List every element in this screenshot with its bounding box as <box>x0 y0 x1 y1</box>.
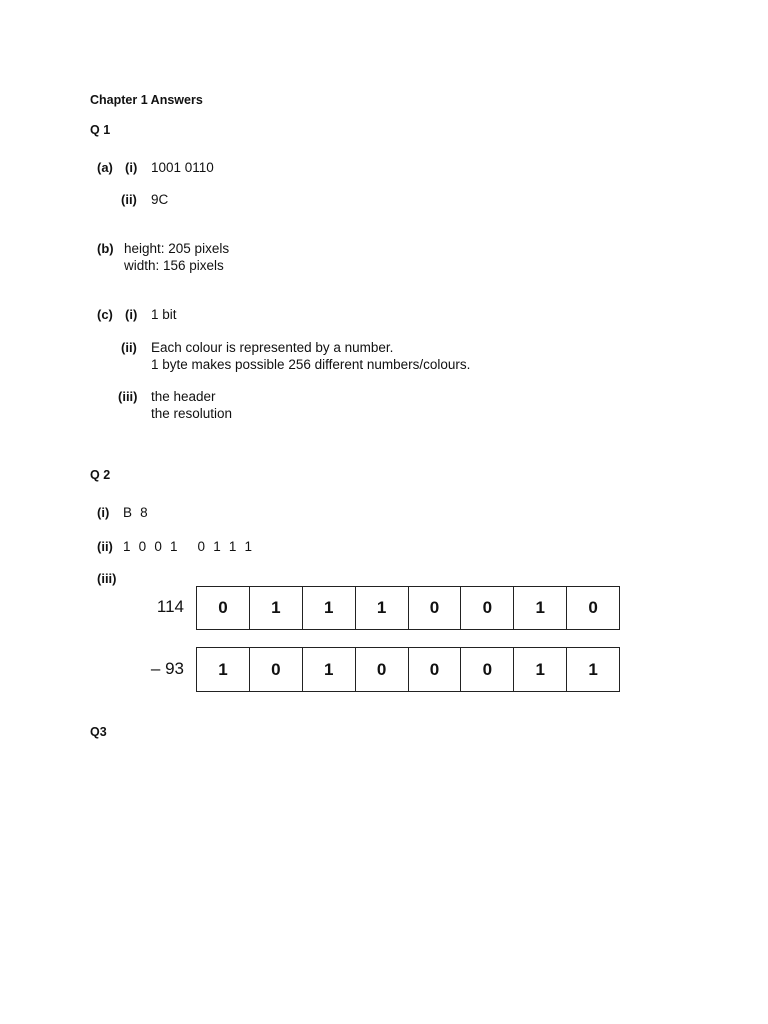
q2-iii-label: (iii) <box>97 571 117 586</box>
q2-i-answer: B 8 <box>123 505 150 520</box>
bit-row-label-minus-93: – 93 <box>150 659 184 678</box>
q1-b-answer-line1: height: 205 pixels <box>124 241 230 256</box>
question-3-label: Q3 <box>90 725 107 739</box>
bit-cell: 1 <box>513 648 566 691</box>
q1-c-i-answer: 1 bit <box>151 307 177 322</box>
q1-c-label: (c) <box>97 307 113 322</box>
question-2-label: Q 2 <box>90 468 111 482</box>
q1-c-ii-answer-line1: Each colour is represented by a number. <box>151 340 394 355</box>
q1-a-label: (a) <box>97 160 113 175</box>
bit-cell: 0 <box>355 648 408 691</box>
q1-b-label: (b) <box>97 241 114 256</box>
q1-c-iii-answer-line1: the header <box>151 389 216 404</box>
q1-b-answer-line2: width: 156 pixels <box>124 258 224 273</box>
q1-a-i-answer: 1001 0110 <box>151 160 214 175</box>
bit-cell: 1 <box>218 659 228 679</box>
bit-cell: 0 <box>408 648 461 691</box>
q2-ii-label: (ii) <box>97 539 113 554</box>
bit-cell: 1 <box>355 587 408 629</box>
question-1-label: Q 1 <box>90 123 111 137</box>
bit-row-label-114: 114 <box>156 597 184 616</box>
q1-a-ii-label: (ii) <box>121 192 137 207</box>
bit-cell: 1 <box>302 648 355 691</box>
bit-cell: 0 <box>218 598 228 617</box>
bit-cell: 1 <box>566 648 619 691</box>
q1-a-ii-answer: 9C <box>151 192 169 207</box>
bit-cell: 1 <box>249 587 302 629</box>
q1-c-iii-label: (iii) <box>118 389 138 404</box>
q1-c-i-label: (i) <box>125 307 138 322</box>
bit-cell: 1 <box>302 587 355 629</box>
q1-c-iii-answer-line2: the resolution <box>151 406 233 421</box>
bit-cell: 0 <box>460 587 513 629</box>
bit-cell: 0 <box>249 648 302 691</box>
q2-ii-answer: 1 0 0 1 0 1 1 1 <box>123 539 255 554</box>
q1-c-ii-answer-line2: 1 byte makes possible 256 different numbers/colours. <box>151 357 471 372</box>
bit-cell: 1 <box>513 587 566 629</box>
bit-cell: 0 <box>566 587 619 629</box>
bit-row-minus-93 <box>196 647 620 692</box>
q1-c-ii-label: (ii) <box>121 340 137 355</box>
bit-cell: 0 <box>408 587 461 629</box>
bit-row-114 <box>196 586 620 630</box>
q1-a-i-label: (i) <box>125 160 138 175</box>
bit-cell: 0 <box>460 648 513 691</box>
q2-i-label: (i) <box>97 505 110 520</box>
page-title: Chapter 1 Answers <box>90 93 203 107</box>
